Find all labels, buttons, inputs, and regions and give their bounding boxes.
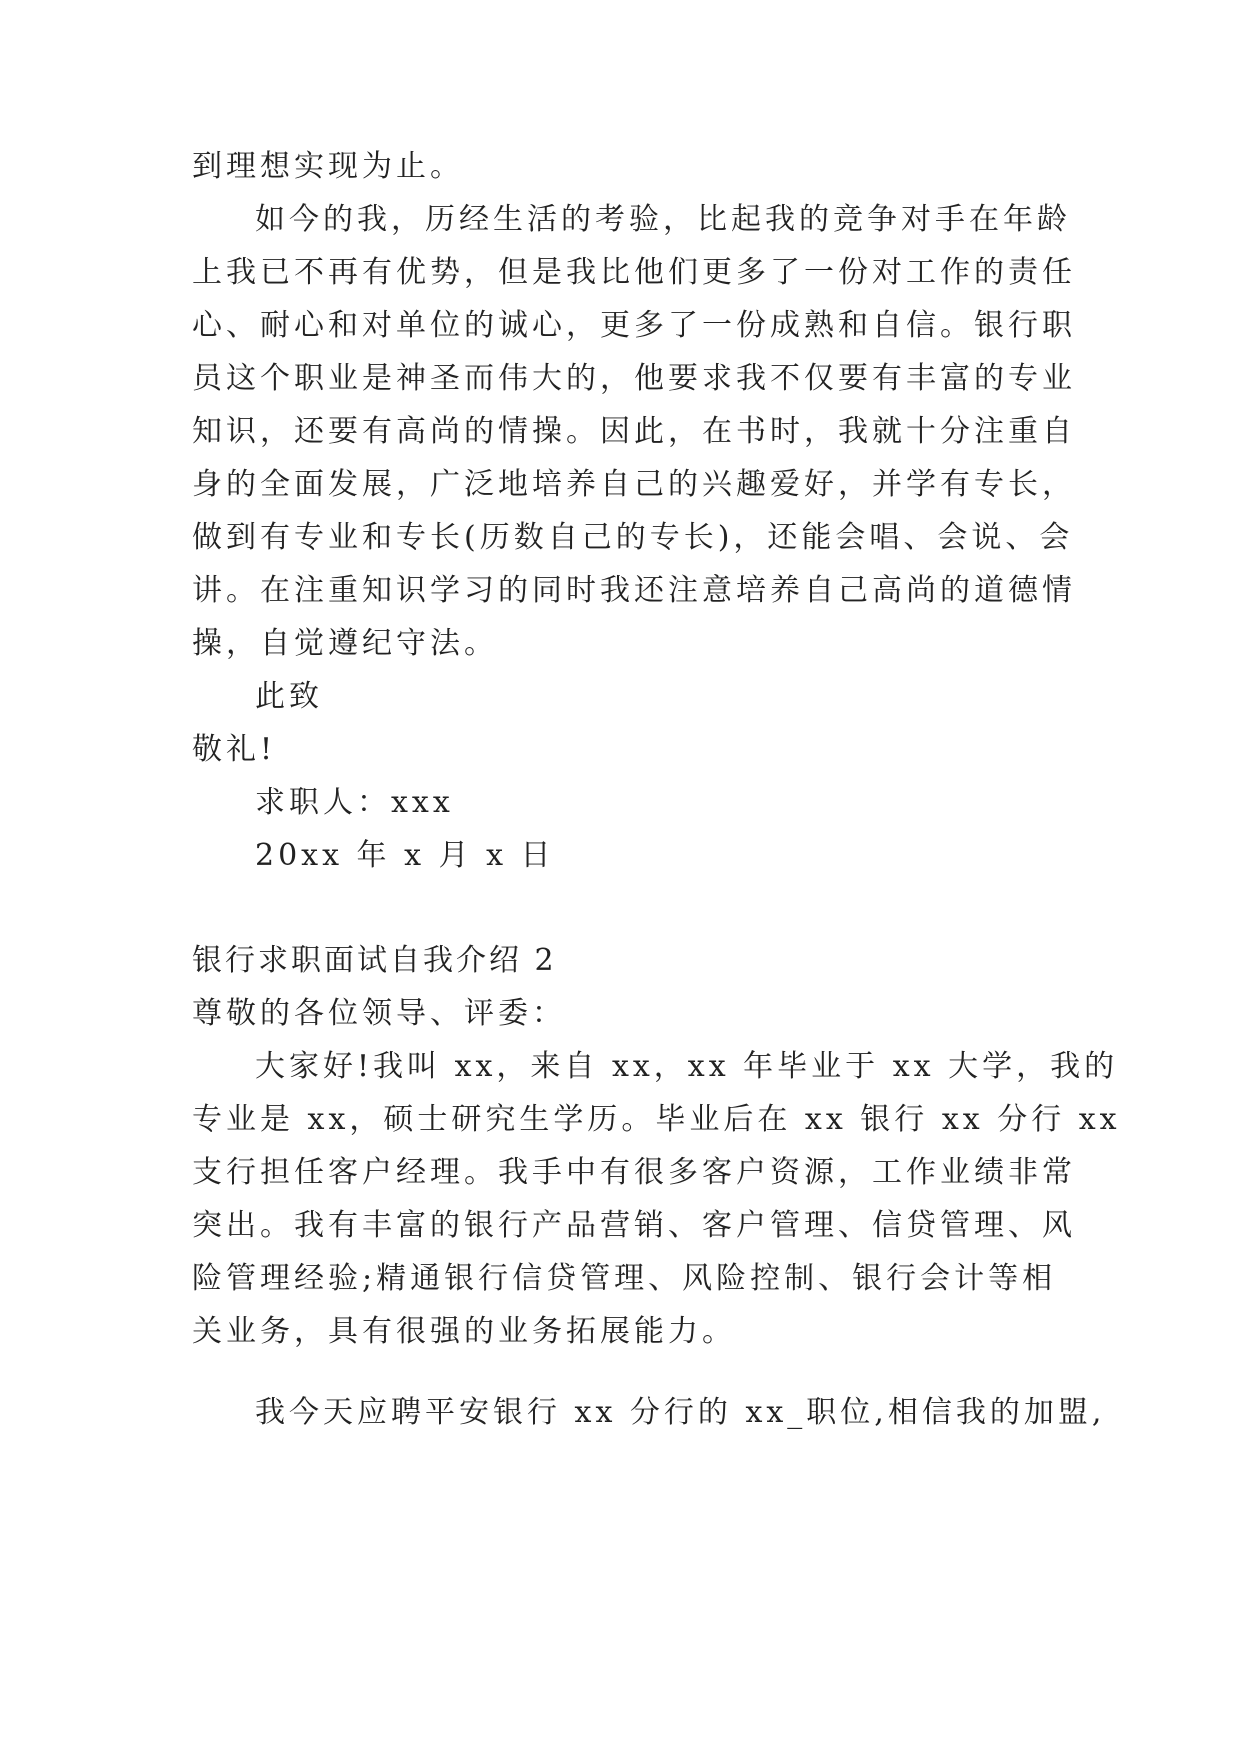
paragraph-line: 大家好!我叫 xx，来自 xx，xx 年毕业于 xx 大学，我的 xyxy=(255,1049,1119,1084)
paragraph-line: 员这个职业是神圣而伟大的，他要求我不仅要有丰富的专业 xyxy=(192,361,1076,396)
paragraph-line: 知识，还要有高尚的情操。因此，在书时，我就十分注重自 xyxy=(192,414,1076,449)
paragraph-line: 做到有专业和专长(历数自己的专长)，还能会唱、会说、会 xyxy=(192,520,1074,555)
paragraph-line: 操，自觉遵纪守法。 xyxy=(192,626,498,661)
paragraph-line: 突出。我有丰富的银行产品营销、客户管理、信贷管理、风 xyxy=(192,1208,1076,1243)
paragraph-line: 如今的我，历经生活的考验，比起我的竞争对手在年龄 xyxy=(255,202,1071,237)
paragraph-line: 险管理经验;精通银行信贷管理、风险控制、银行会计等相 xyxy=(192,1261,1057,1296)
salute-line: 敬礼! xyxy=(192,732,277,767)
paragraph-line: 身的全面发展，广泛地培养自己的兴趣爱好，并学有专长， xyxy=(192,467,1076,502)
paragraph-line: 上我已不再有优势，但是我比他们更多了一份对工作的责任 xyxy=(192,255,1076,290)
closing-line: 此致 xyxy=(255,679,323,714)
paragraph-line: 专业是 xx，硕士研究生学历。毕业后在 xx 银行 xx 分行 xx xyxy=(192,1102,1121,1137)
greeting-line: 尊敬的各位领导、评委： xyxy=(192,996,566,1031)
paragraph-line: 我今天应聘平安银行 xx 分行的 xx_职位,相信我的加盟, xyxy=(255,1395,1106,1430)
paragraph-line: 关业务，具有很强的业务拓展能力。 xyxy=(192,1314,736,1349)
paragraph-line: 支行担任客户经理。我手中有很多客户资源，工作业绩非常 xyxy=(192,1155,1076,1190)
paragraph-line: 讲。在注重知识学习的同时我还注意培养自己高尚的道德情 xyxy=(192,573,1076,608)
date-line: 20xx 年 x 月 x 日 xyxy=(255,838,555,873)
section-title: 银行求职面试自我介绍 2 xyxy=(192,943,557,978)
signature-line: 求职人：xxx xyxy=(255,785,454,820)
paragraph-line: 心、耐心和对单位的诚心，更多了一份成熟和自信。银行职 xyxy=(192,308,1076,343)
paragraph-line: 到理想实现为止。 xyxy=(192,149,464,184)
